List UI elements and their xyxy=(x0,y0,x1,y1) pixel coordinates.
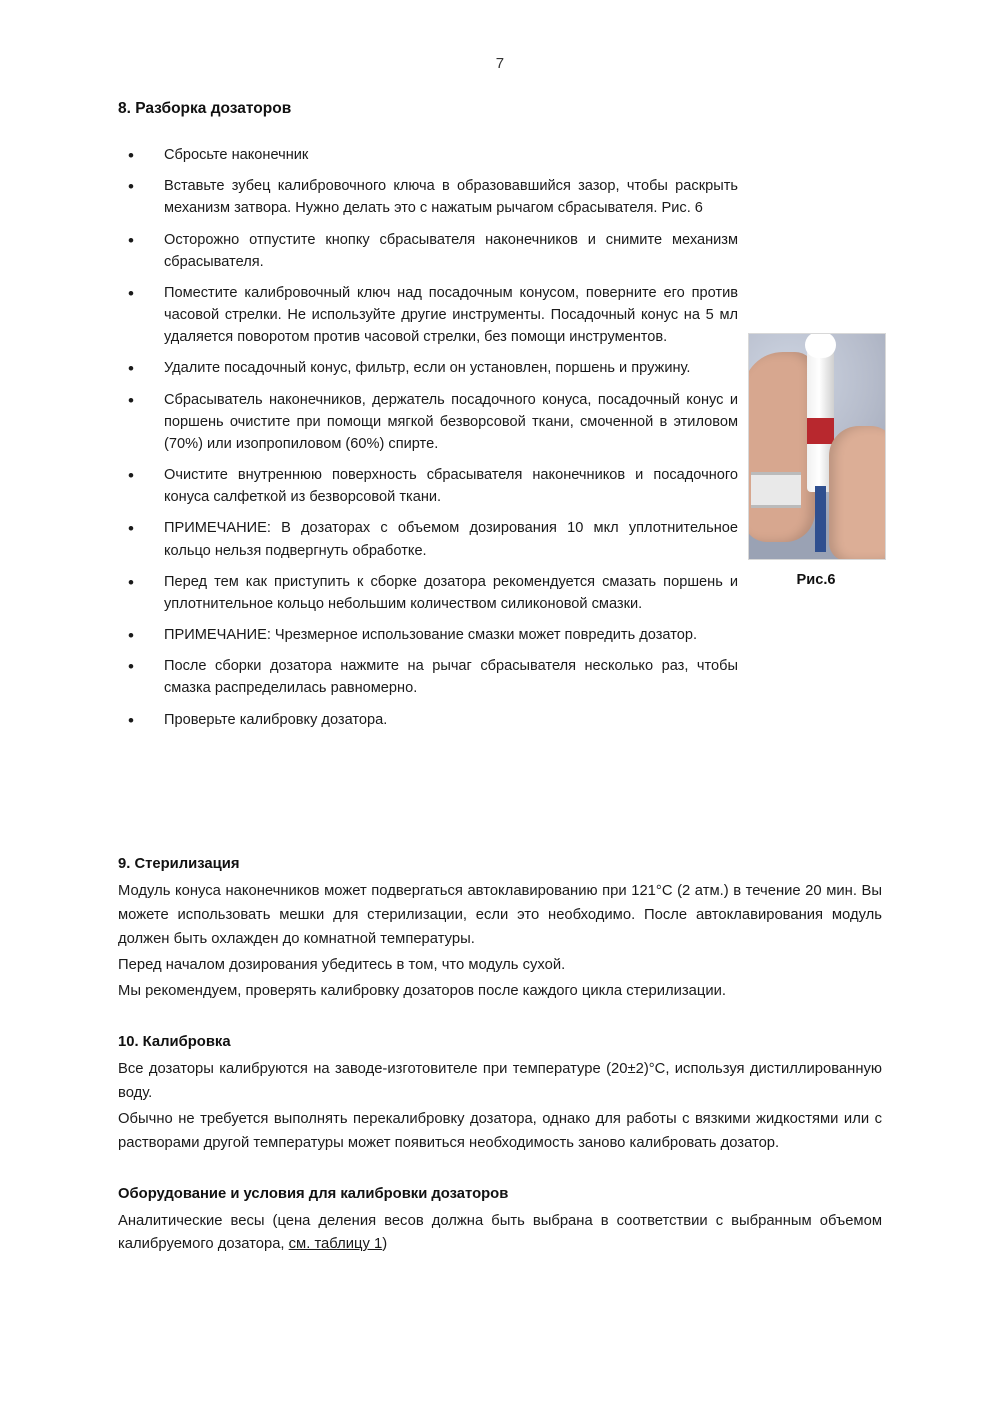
paragraph: Перед началом дозирования убедитесь в том, что модуль сухой. xyxy=(118,956,566,973)
equipment-section xyxy=(118,1186,882,1258)
list-item: • После сборки дозатора нажмите на рычаг сбрасывателя несколько раз, чтобы смазка распределилась равномерно. xyxy=(118,655,738,699)
section-10 xyxy=(118,1034,882,1156)
paragraph: Модуль конуса наконечников может подвергаться автоклавированию при 121°С (2 атм.) в течение 20 мин. Вы можете использовать мешки для стерилизации, если это необходимо. После автоклавирования модуль должен быть охлажден до комнатной температуры. xyxy=(118,882,882,947)
paragraph: Все дозаторы калибруются на заводе-изготовителе при температуре (20±2)°С, используя дистиллированную воду. xyxy=(118,1060,882,1101)
list-item: • Очистите внутреннюю поверхность сбрасывателя наконечников и посадочного конуса салфеткой из безворсовой ткани. xyxy=(118,464,738,508)
list-item: • Перед тем как приступить к сборке дозатора рекомендуется смазать поршень и уплотнительное кольцо небольшим количеством силиконовой смазки. xyxy=(118,571,738,615)
list-item: • Сбросьте наконечник xyxy=(118,144,738,166)
hand-left-shape xyxy=(748,352,815,542)
figure-6 xyxy=(748,333,884,588)
page-number: 7 xyxy=(495,55,505,72)
section-9 xyxy=(118,856,882,1004)
section-8-title: 8. Разборка дозаторов xyxy=(118,100,292,117)
pipette-cone-shape xyxy=(815,486,826,552)
list-item: • ПРИМЕЧАНИЕ: Чрезмерное использование смазки может повредить дозатор. xyxy=(118,624,738,646)
figure-caption: Рис.6 xyxy=(796,572,836,588)
list-item: • Проверьте калибровку дозатора. xyxy=(118,709,738,731)
paragraph: Мы рекомендуем, проверять калибровку дозаторов после каждого цикла стерилизации. xyxy=(118,982,726,999)
equipment-text-after: ) xyxy=(382,1236,388,1253)
list-item: • Удалите посадочный конус, фильтр, если он установлен, поршень и пружину. xyxy=(118,357,738,379)
section-10-title: 10. Калибровка xyxy=(118,1033,231,1050)
pipette-plunger-shape xyxy=(805,333,836,358)
pipette-disassembly-image xyxy=(748,333,886,560)
list-item: • Сбрасыватель наконечников, держатель посадочного конуса, посадочный конус и поршень очистите при помощи мягкой безворсовой ткани, смоченной в этиловом (70%) или изопропиловом (60%) спирте. xyxy=(118,389,738,456)
section-9-title: 9. Стерилизация xyxy=(118,855,240,872)
list-item: • Осторожно отпустите кнопку сбрасывателя наконечников и снимите механизм сбрасывателя. xyxy=(118,229,738,273)
list-item: • Вставьте зубец калибровочного ключа в образовавшийся зазор, чтобы раскрыть механизм затвора. Нужно делать это с нажатым рычагом сбрасывателя. Рис. 6 xyxy=(118,175,738,219)
equipment-title: Оборудование и условия для калибровки дозаторов xyxy=(118,1185,509,1202)
hand-right-shape xyxy=(829,426,886,560)
pipette-grip-shape xyxy=(807,418,834,444)
table-1-link[interactable]: см. таблицу 1 xyxy=(288,1236,383,1253)
list-item: • Поместите калибровочный ключ над посадочным конусом, поверните его против часовой стрелки. Не используйте другие инструменты. Посадочный конус на 5 мл удаляется поворотом против часовой стрелки, без помощи инструментов. xyxy=(118,282,738,349)
sleeve-cuff-shape xyxy=(751,472,801,508)
equipment-paragraph xyxy=(118,1210,882,1258)
paragraph: Обычно не требуется выполнять перекалибровку дозатора, однако для работы с вязкими жидкостями или с растворами другой температуры может появиться необходимость заново калибровать дозатор. xyxy=(118,1110,882,1151)
list-item: • ПРИМЕЧАНИЕ: В дозаторах с объемом дозирования 10 мкл уплотнительное кольцо нельзя подвергнуть обработке. xyxy=(118,517,738,561)
equipment-text-before: Аналитические весы (цена деления весов должна быть выбрана в соответствии с выбранным объемом калибруемого дозатора, xyxy=(118,1212,882,1253)
section-8-bullet-list xyxy=(118,144,738,731)
